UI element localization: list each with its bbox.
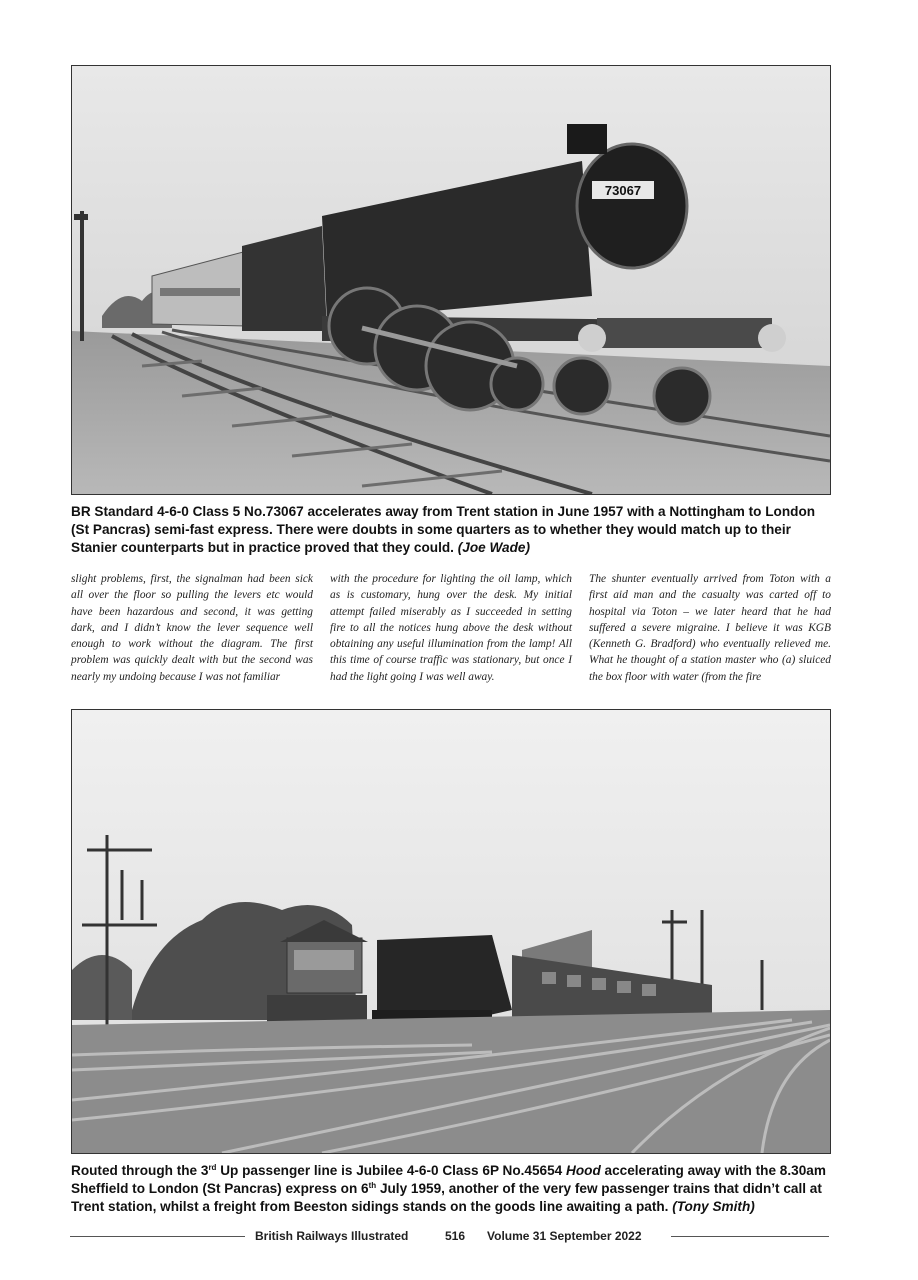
caption-top-text: BR Standard 4-6-0 Class 5 No.73067 accelerates away from Trent station in June 1957 with a Nottingham to London (St Pancras) semi-fast express. There were doubts in some quarters as to whether they would match up to their Stanier counterparts but in practice proved that they could. bbox=[71, 504, 816, 555]
caption-bottom-sup1: rd bbox=[208, 1163, 217, 1172]
article-column-2: with the procedure for lighting the oil lamp, which as is customary, hung over the desk. My initial attempt failed miserably as I succeeded in setting fire to all the notices hung above the desk without obtaining any useful illumination from the lamp! All this time of course traffic was stationary, but once I had the light going I was well away. bbox=[330, 573, 572, 683]
footer-rule-left bbox=[70, 1236, 245, 1237]
article-column-1: slight problems, first, the signalman had been sick all over the floor so pulling the levers etc would have been hazardous and second, it was getting dark, and I didn’t know the lever sequence well enough to work without the diagram. The first problem was quickly dealt with but the second was nearly my undoing because I was not familiar bbox=[71, 573, 313, 683]
caption-bottom-part1: Routed through the 3 bbox=[71, 1163, 209, 1178]
caption-bottom-part4: July 1959, another of the very few passenger trains that didn’t call at Trent station, whilst a freight from Beeston sidings stands on the goods line awaiting a path. bbox=[71, 1181, 822, 1214]
footer-rule-right bbox=[671, 1236, 829, 1237]
photo-caption-bottom bbox=[71, 1162, 831, 1216]
jubilee-hood-image bbox=[72, 710, 830, 1153]
locomotive-73067-image bbox=[72, 66, 830, 494]
caption-bottom-credit: (Tony Smith) bbox=[672, 1199, 755, 1214]
caption-bottom-part2: Up passenger line is Jubilee 4-6-0 Class 6P No.45654 bbox=[216, 1163, 567, 1178]
page-footer bbox=[0, 1229, 918, 1245]
photo-jubilee-hood bbox=[71, 709, 831, 1154]
footer-volume-date: Volume 31 September 2022 bbox=[487, 1229, 642, 1243]
caption-bottom-loco-name: Hood bbox=[566, 1163, 601, 1178]
footer-magazine-title: British Railways Illustrated bbox=[255, 1229, 409, 1243]
loco-number-plate: 73067 bbox=[604, 183, 642, 198]
caption-bottom-sup2: th bbox=[368, 1181, 377, 1190]
photo-caption-top bbox=[71, 503, 831, 557]
footer-page-number: 516 bbox=[445, 1229, 466, 1243]
caption-bottom-part3: accelerating away with the 8.30am Sheffield to London (St Pancras) express on 6 bbox=[71, 1163, 826, 1196]
article-column-3: The shunter eventually arrived from Toton with a first aid man and the casualty was carted off to hospital via Toton – we later heard that he had suffered a severe migraine. I believe it was KGB (Kenneth G. Bradford) who eventually relieved me. What he thought of a station master who (a) sluiced the box floor with water (from the fire bbox=[589, 573, 831, 683]
photo-locomotive-73067 bbox=[71, 65, 831, 495]
caption-top-credit: (Joe Wade) bbox=[457, 540, 531, 555]
